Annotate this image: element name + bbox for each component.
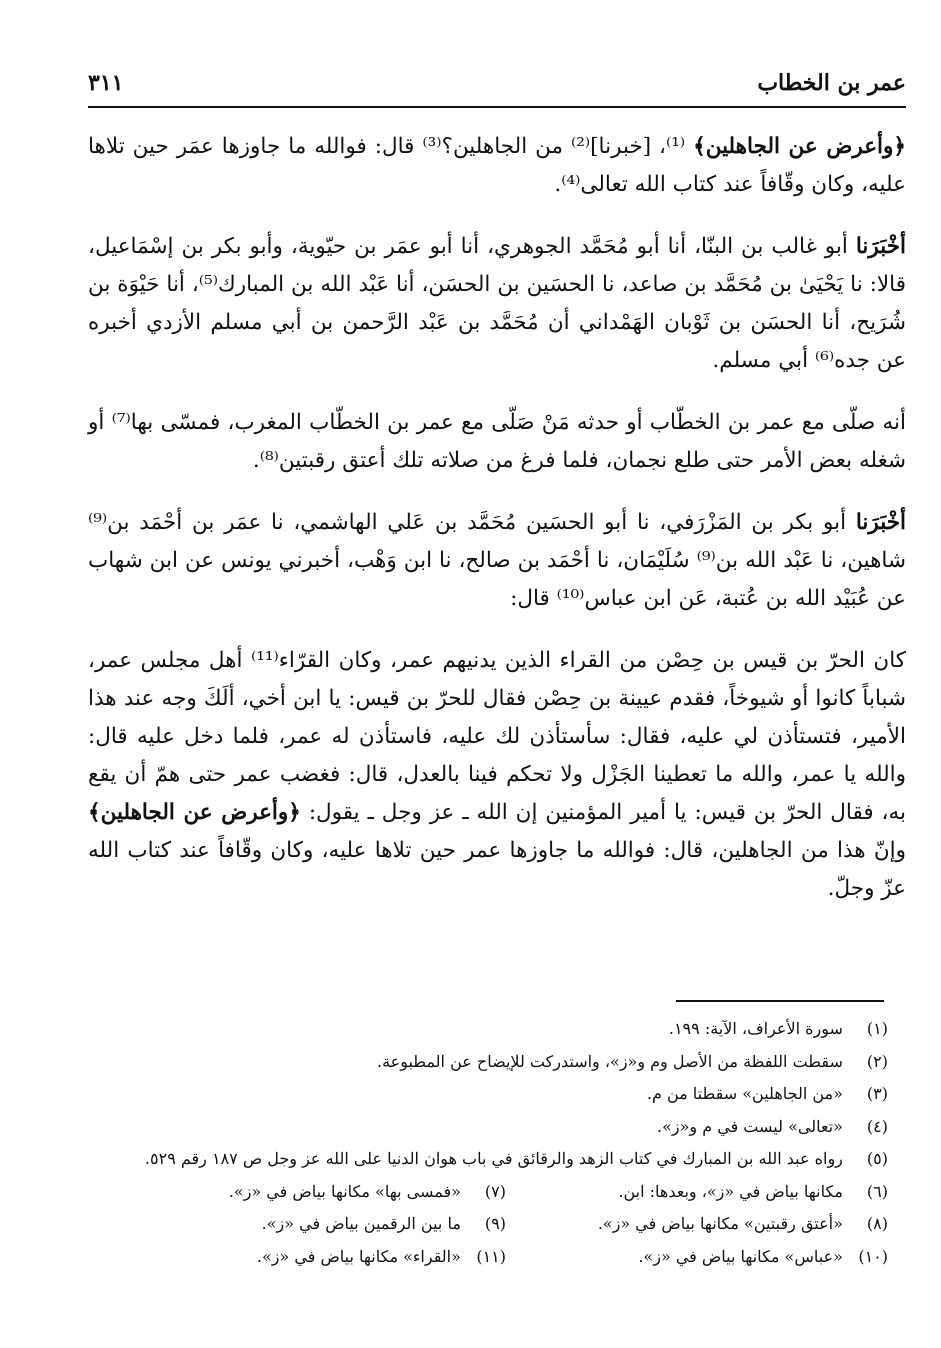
footnote-number: (١١): [476, 1246, 506, 1266]
footnote: [88, 1143, 888, 1176]
footnote: [506, 1208, 888, 1241]
footnote: [506, 1241, 888, 1274]
quran-quote: ﴿وأعرض عن الجاهلين﴾: [693, 134, 906, 159]
footnote-number: (٤): [866, 1116, 888, 1136]
footnote-number: (٣): [866, 1084, 888, 1103]
quran-quote: ﴿وأعرض عن الجاهلين﴾: [88, 800, 301, 825]
footnote-text: سورة الأعراف، الآية: ١٩٩.: [668, 1019, 843, 1038]
footnote-text: رواه عبد الله بن المبارك في كتاب الزهد والرقائق في باب هوان الدنيا على الله عز وجل ص ١٨٧ رقم ٥٢٩.: [144, 1149, 843, 1168]
footnote-text: سقطت اللفظة من الأصل وم و«ز»، واستدركت للإيضاح عن المطبوعة.: [376, 1051, 843, 1071]
footnote: [506, 1176, 888, 1209]
footnote: [124, 1176, 506, 1209]
footnote: [124, 1208, 506, 1241]
footnote-text: «أعتق رقبتين» مكانها بياض في «ز».: [597, 1214, 843, 1233]
footnote-text: «من الجاهلين» سقطتا من م.: [646, 1084, 843, 1103]
footnote-number: (٨): [866, 1214, 888, 1233]
footnote-number: (٥): [866, 1149, 888, 1168]
main-text: [88, 128, 906, 932]
paragraph-3: [88, 404, 906, 480]
footnote-pair: [88, 1208, 888, 1241]
footnote-number: (٧): [484, 1181, 506, 1201]
footnote-text: «عباس» مكانها بياض في «ز».: [638, 1246, 843, 1266]
paragraph-text: أنه صلّى مع عمر بن الخطّاب أو حدثه مَنْ صَلّى مع عمر بن الخطّاب المغرب، فمسّى بها⁽⁷⁾ أو شغله بعض الأمر حتى طلع نجمان، فلما فرغ من صلاته تلك أعتق رقبتين⁽⁸⁾.: [88, 410, 906, 473]
footnote-text: «فمسى بها» مكانها بياض في «ز».: [228, 1181, 461, 1201]
footnotes: [88, 1013, 888, 1273]
footnote: [88, 1013, 888, 1046]
paragraph-text: أبو غالب بن البنّا، أنا أبو مُحَمَّد الجوهري، أنا أبو عمَر بن حيّوية، وأبو بكر بن إسْمَاعيل، قالا: نا يَحْيَىٰ بن مُحَمَّد بن صاعد، نا الحسَين بن الحسَن، أنا عَبْد الله بن المبارك⁽⁵⁾، أنا حَيْوَة بن شُرَيح، أنا الحسَن بن ثَوْبان الهَمْداني أن مُحَمَّد بن عَبْد الرَّحمن بن أبي مسلم الأزدي أخبره عن جده⁽⁶⁾ أبي مسلم.: [88, 234, 907, 373]
paragraph-5: [88, 642, 906, 908]
isnad-lead: أخْبَرَنا: [855, 234, 906, 259]
paragraph-2: [88, 228, 906, 380]
paragraph-text: أبو بكر بن المَزْرَفي، نا أبو الحسَين مُحَمَّد بن عَلي الهاشمي، نا عمَر بن أحْمَد بن⁽⁹⁾ شاهين، نا عَبْد الله بن⁽⁹⁾ سُلَيْمَان، نا أحْمَد بن صالح، نا ابن وَهْب، أخبرني يونس عن ابن شهاب عن عُبَيْد الله بن عُتبة، عَن ابن عباس⁽¹⁰⁾ قال:: [88, 510, 906, 611]
footnote-pair: [88, 1241, 888, 1274]
footnote-text: ما بين الرقمين بياض في «ز».: [261, 1214, 461, 1233]
footnote-text: «القراء» مكانها بياض في «ز».: [256, 1246, 461, 1266]
running-title: عمر بن الخطاب: [757, 70, 906, 96]
page-number: ٣١١: [88, 70, 124, 96]
footnote-text: «تعالى» ليست في م و«ز».: [657, 1116, 843, 1136]
footnote-number: (١): [866, 1019, 888, 1038]
footnote: [88, 1046, 888, 1079]
footnote-number: (١٠): [858, 1246, 888, 1266]
footnote: [88, 1078, 888, 1111]
footnote-pair: [88, 1176, 888, 1209]
paragraph-text: كان الحرّ بن قيس بن حِصْن من القراء الذين يدنيهم عمر، وكان القرّاء⁽¹¹⁾ أهل مجلس عمر، شباباً كانوا أو شيوخاً، فقدم عيينة بن حِصْن فقال للحرّ بن قيس: يا ابن أخي، ألَكَ وجه عند هذا الأمير، فتستأذن لي عليه، فقال: سأستأذن لك عليه، فاستأذن له عمر، فلما دخل عليه قال: والله يا عمر، والله ما تعطينا الجَزْل ولا تحكم فينا بالعدل، قال: فغضب عمر حتى همّ أن يقع به، فقال الحرّ بن قيس: يا أمير المؤمنين إن الله ـ عز وجل ـ يقول:: [88, 648, 906, 825]
footnote-number: (٦): [866, 1181, 888, 1201]
footnote-separator: [676, 1000, 884, 1002]
footnote: [124, 1241, 506, 1274]
paragraph-1: [88, 128, 906, 204]
paragraph-text: ⁽¹⁾، [خبرنا]⁽²⁾ من الجاهلين؟⁽³⁾ قال: فوالله ما جاوزها عمَر حين تلاها عليه، وكان وقّافاً عند كتاب الله تعالى⁽⁴⁾.: [88, 134, 906, 197]
isnad-lead: أخْبَرَنا: [855, 510, 906, 535]
paragraph-4: [88, 504, 906, 618]
footnote-text: مكانها بياض في «ز»، وبعدها: ابن.: [618, 1181, 843, 1201]
footnote-number: (٩): [484, 1214, 506, 1233]
paragraph-text-tail: وإنّ هذا من الجاهلين، قال: فوالله ما جاوزها عمر حين تلاها عليه، وكان وقّافاً عند كتاب الله عزّ وجلّ.: [88, 838, 906, 901]
running-header: [88, 62, 906, 102]
footnote: [88, 1111, 888, 1144]
header-rule: [88, 106, 906, 108]
footnote-number: (٢): [866, 1051, 888, 1071]
